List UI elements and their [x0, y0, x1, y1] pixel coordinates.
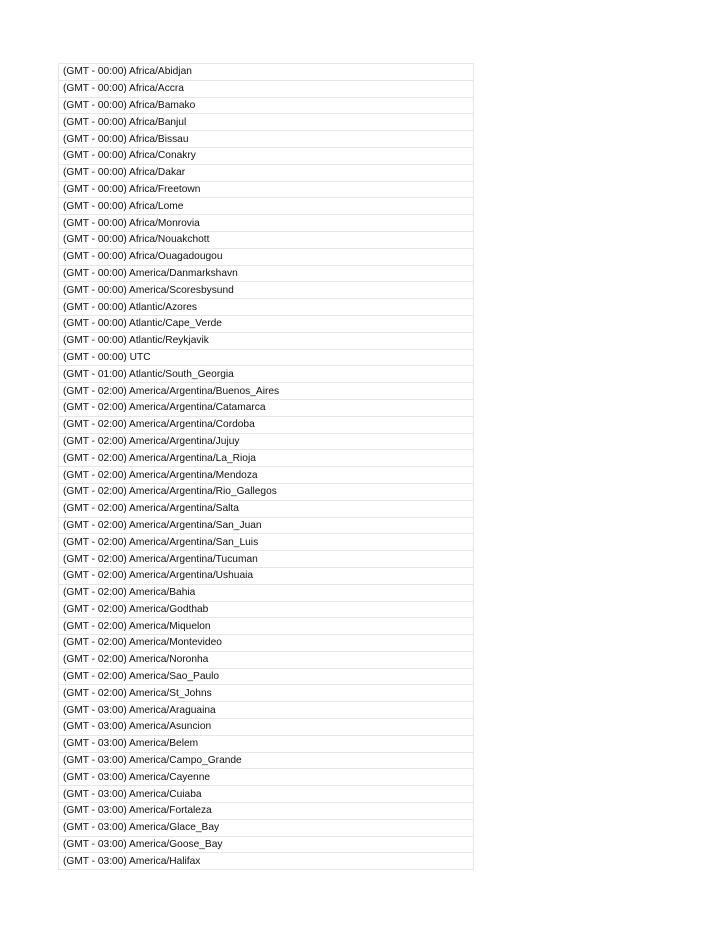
table-row [59, 786, 474, 803]
table-row [59, 853, 474, 870]
timezone-cell: (GMT - 00:00) Africa/Banjul [59, 114, 474, 131]
timezone-cell: (GMT - 00:00) Africa/Bamako [59, 97, 474, 114]
table-row [59, 467, 474, 484]
table-row [59, 399, 474, 416]
timezone-cell: (GMT - 03:00) America/Cayenne [59, 769, 474, 786]
table-row [59, 702, 474, 719]
timezone-cell: (GMT - 02:00) America/Montevideo [59, 635, 474, 652]
table-row [59, 752, 474, 769]
table-row [59, 668, 474, 685]
table-row [59, 164, 474, 181]
timezone-cell: (GMT - 00:00) Atlantic/Reykjavik [59, 332, 474, 349]
timezone-cell: (GMT - 00:00) Atlantic/Azores [59, 299, 474, 316]
timezone-cell: (GMT - 02:00) America/Argentina/Cordoba [59, 416, 474, 433]
table-row [59, 685, 474, 702]
table-row [59, 416, 474, 433]
timezone-cell: (GMT - 02:00) America/Argentina/Ushuaia [59, 567, 474, 584]
timezone-cell: (GMT - 03:00) America/Asuncion [59, 719, 474, 736]
table-row [59, 383, 474, 400]
timezone-cell: (GMT - 00:00) Africa/Dakar [59, 164, 474, 181]
timezone-cell: (GMT - 02:00) America/Argentina/San_Juan [59, 517, 474, 534]
timezone-table-body [59, 64, 474, 870]
table-row [59, 819, 474, 836]
timezone-cell: (GMT - 03:00) America/Araguaina [59, 702, 474, 719]
table-row [59, 735, 474, 752]
timezone-cell: (GMT - 02:00) America/Bahia [59, 584, 474, 601]
table-row [59, 181, 474, 198]
table-row [59, 433, 474, 450]
table-row [59, 483, 474, 500]
timezone-cell: (GMT - 01:00) Atlantic/South_Georgia [59, 366, 474, 383]
table-row [59, 299, 474, 316]
table-row [59, 450, 474, 467]
table-row [59, 147, 474, 164]
timezone-cell: (GMT - 00:00) Africa/Freetown [59, 181, 474, 198]
table-row [59, 635, 474, 652]
timezone-cell: (GMT - 02:00) America/Argentina/Catamarca [59, 399, 474, 416]
table-row [59, 114, 474, 131]
timezone-cell: (GMT - 00:00) Africa/Monrovia [59, 215, 474, 232]
timezone-cell: (GMT - 02:00) America/Noronha [59, 651, 474, 668]
timezone-cell: (GMT - 02:00) America/Argentina/Jujuy [59, 433, 474, 450]
timezone-table [58, 63, 474, 870]
timezone-cell: (GMT - 02:00) America/St_Johns [59, 685, 474, 702]
table-row [59, 517, 474, 534]
timezone-cell: (GMT - 00:00) America/Scoresbysund [59, 282, 474, 299]
timezone-cell: (GMT - 02:00) America/Miquelon [59, 618, 474, 635]
table-row [59, 332, 474, 349]
timezone-cell: (GMT - 02:00) America/Sao_Paulo [59, 668, 474, 685]
table-row [59, 551, 474, 568]
table-row [59, 315, 474, 332]
timezone-cell: (GMT - 03:00) America/Goose_Bay [59, 836, 474, 853]
timezone-cell: (GMT - 00:00) Africa/Abidjan [59, 64, 474, 81]
timezone-cell: (GMT - 00:00) Africa/Bissau [59, 131, 474, 148]
timezone-cell: (GMT - 02:00) America/Argentina/Tucuman [59, 551, 474, 568]
table-row [59, 198, 474, 215]
timezone-cell: (GMT - 02:00) America/Argentina/La_Rioja [59, 450, 474, 467]
table-row [59, 719, 474, 736]
timezone-cell: (GMT - 00:00) Africa/Lome [59, 198, 474, 215]
table-row [59, 803, 474, 820]
timezone-cell: (GMT - 02:00) America/Argentina/Rio_Gallegos [59, 483, 474, 500]
table-row [59, 651, 474, 668]
timezone-cell: (GMT - 02:00) America/Argentina/Salta [59, 500, 474, 517]
table-row [59, 97, 474, 114]
timezone-cell: (GMT - 03:00) America/Glace_Bay [59, 819, 474, 836]
table-row [59, 567, 474, 584]
timezone-cell: (GMT - 03:00) America/Campo_Grande [59, 752, 474, 769]
table-row [59, 231, 474, 248]
timezone-cell: (GMT - 00:00) Africa/Accra [59, 80, 474, 97]
table-row [59, 769, 474, 786]
timezone-cell: (GMT - 00:00) Atlantic/Cape_Verde [59, 315, 474, 332]
table-row [59, 500, 474, 517]
table-row [59, 618, 474, 635]
timezone-cell: (GMT - 03:00) America/Belem [59, 735, 474, 752]
table-row [59, 601, 474, 618]
timezone-cell: (GMT - 03:00) America/Cuiaba [59, 786, 474, 803]
timezone-cell: (GMT - 00:00) Africa/Nouakchott [59, 231, 474, 248]
table-row [59, 80, 474, 97]
timezone-cell: (GMT - 03:00) America/Fortaleza [59, 803, 474, 820]
timezone-cell: (GMT - 02:00) America/Argentina/San_Luis [59, 534, 474, 551]
timezone-cell: (GMT - 00:00) America/Danmarkshavn [59, 265, 474, 282]
table-row [59, 265, 474, 282]
table-row [59, 534, 474, 551]
table-row [59, 282, 474, 299]
table-row [59, 836, 474, 853]
timezone-cell: (GMT - 02:00) America/Argentina/Buenos_Aires [59, 383, 474, 400]
timezone-cell: (GMT - 03:00) America/Halifax [59, 853, 474, 870]
table-row [59, 215, 474, 232]
timezone-cell: (GMT - 02:00) America/Argentina/Mendoza [59, 467, 474, 484]
table-row [59, 248, 474, 265]
table-row [59, 584, 474, 601]
table-row [59, 64, 474, 81]
timezone-cell: (GMT - 00:00) Africa/Ouagadougou [59, 248, 474, 265]
timezone-cell: (GMT - 00:00) Africa/Conakry [59, 147, 474, 164]
timezone-cell: (GMT - 02:00) America/Godthab [59, 601, 474, 618]
timezone-cell: (GMT - 00:00) UTC [59, 349, 474, 366]
table-row [59, 366, 474, 383]
table-row [59, 349, 474, 366]
table-row [59, 131, 474, 148]
